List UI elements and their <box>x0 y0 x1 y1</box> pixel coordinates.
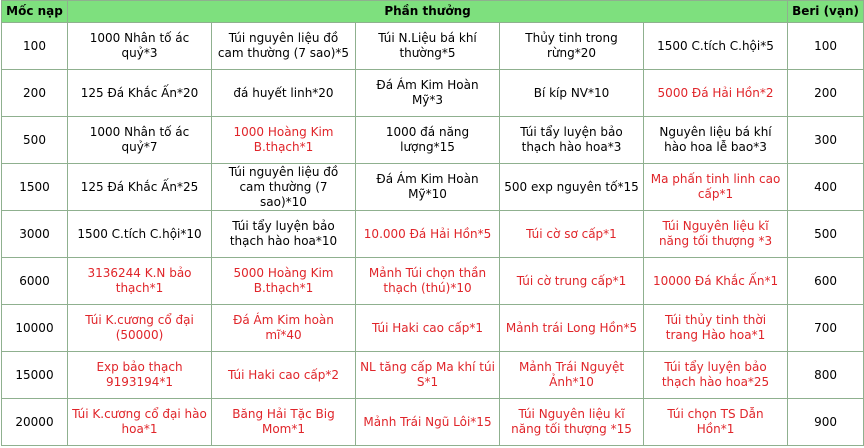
table-row <box>2 211 864 258</box>
beri-cell: 900 <box>788 399 864 446</box>
header-phan-thuong: Phần thưởng <box>68 1 788 23</box>
reward-cell: 1500 C.tích C.hội*10 <box>68 211 212 258</box>
reward-cell: 10000 Đá Khắc Ấn*1 <box>644 258 788 305</box>
header-moc-nap: Mốc nạp <box>2 1 68 23</box>
reward-cell: Túi nguyên liệu đồ cam thường (7 sao)*10 <box>212 164 356 211</box>
table-row <box>2 117 864 164</box>
beri-cell: 400 <box>788 164 864 211</box>
reward-cell: 1500 C.tích C.hội*5 <box>644 23 788 70</box>
reward-cell: Túi cờ trung cấp*1 <box>500 258 644 305</box>
reward-cell: Túi cờ sơ cấp*1 <box>500 211 644 258</box>
reward-cell: 1000 đá năng lượng*15 <box>356 117 500 164</box>
reward-cell: 1000 Nhân tố ác quỷ*3 <box>68 23 212 70</box>
beri-cell: 500 <box>788 211 864 258</box>
table-body <box>2 23 864 446</box>
reward-cell: Thủy tinh trong rừng*20 <box>500 23 644 70</box>
table-row <box>2 399 864 446</box>
reward-cell: Đá Ám Kim hoàn mĩ*40 <box>212 305 356 352</box>
table-header <box>2 1 864 23</box>
reward-cell: Nguyên liệu bá khí hào hoa lễ bao*3 <box>644 117 788 164</box>
table-row <box>2 70 864 117</box>
beri-cell: 100 <box>788 23 864 70</box>
reward-cell: Túi K.cương cổ đại hào hoa*1 <box>68 399 212 446</box>
reward-cell: Túi chọn TS Dẫn Hồn*1 <box>644 399 788 446</box>
moc-cell: 200 <box>2 70 68 117</box>
table-row <box>2 164 864 211</box>
reward-cell: 3136244 K.N bảo thạch*1 <box>68 258 212 305</box>
moc-cell: 500 <box>2 117 68 164</box>
table-row <box>2 305 864 352</box>
rewards-table <box>1 0 864 446</box>
reward-cell: Túi N.Liệu bá khí thường*5 <box>356 23 500 70</box>
moc-cell: 3000 <box>2 211 68 258</box>
reward-cell: Túi nguyên liệu đồ cam thường (7 sao)*5 <box>212 23 356 70</box>
reward-cell: 1000 Hoàng Kim B.thạch*1 <box>212 117 356 164</box>
reward-cell: Đá Ám Kim Hoàn Mỹ*3 <box>356 70 500 117</box>
reward-cell: Mảnh trái Long Hồn*5 <box>500 305 644 352</box>
reward-cell: 125 Đá Khắc Ấn*20 <box>68 70 212 117</box>
header-beri: Beri (vạn) <box>788 1 864 23</box>
table-row <box>2 23 864 70</box>
reward-cell: Exp bảo thạch 9193194*1 <box>68 352 212 399</box>
reward-cell: Mảnh Trái Nguyệt Ảnh*10 <box>500 352 644 399</box>
reward-cell: 125 Đá Khắc Ấn*25 <box>68 164 212 211</box>
table-row <box>2 258 864 305</box>
reward-cell: Túi thủy tinh thời trang Hào hoa*1 <box>644 305 788 352</box>
beri-cell: 800 <box>788 352 864 399</box>
reward-cell: NL tăng cấp Ma khí túi S*1 <box>356 352 500 399</box>
moc-cell: 15000 <box>2 352 68 399</box>
reward-cell: 5000 Đá Hải Hồn*2 <box>644 70 788 117</box>
header-row <box>2 1 864 23</box>
moc-cell: 100 <box>2 23 68 70</box>
moc-cell: 1500 <box>2 164 68 211</box>
reward-cell: 10.000 Đá Hải Hồn*5 <box>356 211 500 258</box>
beri-cell: 600 <box>788 258 864 305</box>
reward-cell: 500 exp nguyên tố*15 <box>500 164 644 211</box>
reward-cell: Túi tẩy luyện bảo thạch hào hoa*3 <box>500 117 644 164</box>
reward-cell: đá huyết linh*20 <box>212 70 356 117</box>
reward-cell: Túi tẩy luyện bảo thạch hào hoa*25 <box>644 352 788 399</box>
reward-cell: Ma phấn tinh linh cao cấp*1 <box>644 164 788 211</box>
moc-cell: 6000 <box>2 258 68 305</box>
reward-cell: Mảnh Trái Ngũ Lôi*15 <box>356 399 500 446</box>
beri-cell: 200 <box>788 70 864 117</box>
table-row <box>2 352 864 399</box>
reward-cell: Túi K.cương cổ đại (50000) <box>68 305 212 352</box>
reward-cell: Túi Nguyên liệu kĩ năng tối thượng *15 <box>500 399 644 446</box>
reward-cell: Bí kíp NV*10 <box>500 70 644 117</box>
beri-cell: 300 <box>788 117 864 164</box>
reward-cell: Túi tẩy luyện bảo thạch hào hoa*10 <box>212 211 356 258</box>
reward-cell: Túi Nguyên liệu kĩ năng tối thượng *3 <box>644 211 788 258</box>
reward-cell: Túi Haki cao cấp*1 <box>356 305 500 352</box>
reward-cell: Băng Hải Tặc Big Mom*1 <box>212 399 356 446</box>
reward-cell: Đá Ám Kim Hoàn Mỹ*10 <box>356 164 500 211</box>
reward-cell: 5000 Hoàng Kim B.thạch*1 <box>212 258 356 305</box>
moc-cell: 20000 <box>2 399 68 446</box>
reward-cell: Túi Haki cao cấp*2 <box>212 352 356 399</box>
beri-cell: 700 <box>788 305 864 352</box>
reward-cell: 1000 Nhân tố ác quỷ*7 <box>68 117 212 164</box>
reward-cell: Mảnh Túi chọn thần thạch (thú)*10 <box>356 258 500 305</box>
moc-cell: 10000 <box>2 305 68 352</box>
